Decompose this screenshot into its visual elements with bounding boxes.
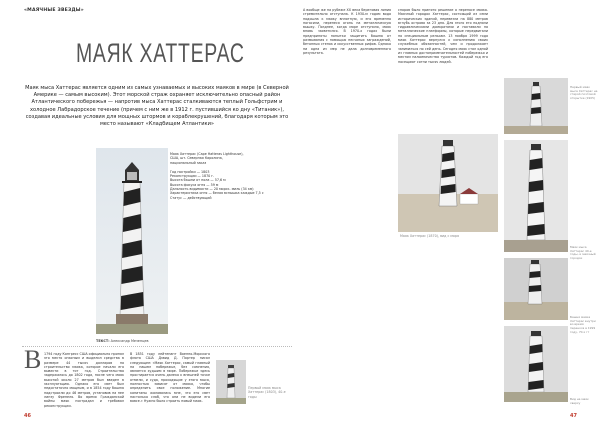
- small-photo-lower: [216, 360, 246, 404]
- caption-right-1: Первый маяк мыса Хаттерас на старой почтовой открытке (1905): [570, 85, 598, 101]
- infobox-place: США, шт. Северная Каролина,: [170, 156, 223, 161]
- caption-photo-mid: Маяк Хаттерас (1870), вид с моря: [400, 234, 459, 238]
- infobox-row: Реконструкции — 1870 г.: [170, 174, 215, 179]
- body-column-4-lower: [398, 242, 488, 412]
- infobox-row: Характеристика огня — белая вспышка каждые 7,5 с: [170, 191, 264, 196]
- right-photo-4: [504, 326, 568, 402]
- infobox: [170, 152, 290, 200]
- infobox-row: Дальность видимости — 20 морск. миль (34 км): [170, 187, 254, 192]
- body-column-1: 1794 году Конгресс США официально принял это место опасным и выделил средства в размере 44 тысяч долларов на строительство маяка, которое начали его вывести в тот год. Строительство задержалось до 1802 года, после чего маяк высотой около 27 метров был введен в эксплуатацию. Однако его свет был недостаточно мощным, и в 1854 году башню надстроили до 46 метров, установив на нее линзу Френеля. Во время Гражданской войны маяк пострадал и требовал реконструкции.: [44, 352, 124, 408]
- right-photo-1: [504, 78, 568, 134]
- page-number-left: 46: [24, 413, 31, 419]
- infobox-name: Маяк Хаттерас (Cape Hatteras Lighthouse),: [170, 152, 244, 156]
- page-title: МАЯК ХАТТЕРАС: [76, 38, 245, 68]
- body-column-4: споров было принято решение о переносе маяка. Маячный городок Хаттерас, состоящий из семи исторических зданий, перевезли на 880 метров вглубь острова за 23 дня. Для этого его подняли гидравлическими домкратами и поставили на металлические платформы, которые передвигали по специальным рельсам. 13 ноября 1999 года маяк Хаттерас вернулся к исполнению своих служебных обязанностей, чем и продолжает заниматься по сей день. Сегодня маяк стал одной из главных достопримечательностей побережья и местом паломничества туристов. Каждый год его посещают сотни тысяч людей.: [398, 8, 488, 64]
- drop-cap: В: [24, 345, 42, 374]
- body-column-3: А вообще же на рубеже XX века береговая линия стремительно отступала. К 1930-м годам вода подошла к маяку вплотную, и его временно погасили, перенеся огонь на металлическую вышку. Позднее, когда море отступило, маяк вновь засветился. В 1970-х годах были предприняты попытки защитить башню от размывания с помощью песчаных заграждений, бетонных стенок и искусственных рифов. Однако ни одна из мер не дала долговременного результата.: [303, 8, 391, 55]
- credit-author: Александр Мезенцев: [110, 339, 149, 343]
- infobox-row: Высота башни от пола — 57,6 м: [170, 178, 226, 183]
- page-number-right: 47: [570, 413, 577, 419]
- credit-label: ТЕКСТ:: [96, 339, 110, 343]
- body-column-2: В 1851 году лейтенант Военно-Морского флота США Дэвид Д. Портер писал следующее: «Маяк Хаттерас, самый главный на нашем побережье, без сомнения, является худшим в мире. Побережье здесь простирается очень далеко к внешней точке отмели, и суда, проходящие у этого мыса, полностью зависят от маяка, чтобы определить свое положение. Многие капитаны жаловались мне, что его свет настолько слаб, что они не видели его вовсе.» Нужно было строить новый маяк.: [130, 352, 210, 404]
- caption-right-3: Башня маяка Хаттерас внутри во время переноса в 1999 году, 70-х гг: [570, 315, 596, 334]
- photo-mid: [398, 134, 498, 232]
- infobox-row: Высота фокуса огня — 59 м: [170, 182, 219, 187]
- right-photo-2: [504, 140, 568, 252]
- text-credit: [96, 339, 149, 343]
- infobox-row: Год постройки — 1803: [170, 169, 210, 174]
- right-photo-3: [504, 258, 568, 320]
- lead-paragraph: Маяк мыса Хаттерас является одним из самых узнаваемых и высоких маяков в мире (в Северной Америке — самым высоким). Этот морской страж охраняет исключительно опасный район Атлантического побережья — напротив мыса Хаттерас сталкиваются теплый Гольфстрим и холодное Лабрадорское течение (причем с ним же в 1912 г. пустившийся ко дну «Титаник»), создавая идеальные условия для мощных штормов и кораблекрушений, благодаря которым это место называют «Кладбищем Атлантики»: [25, 85, 289, 128]
- caption-right-2: Маяк мыса Хаттерас 40-е годы, и маячный городок: [570, 245, 596, 261]
- hero-photo: [96, 148, 168, 334]
- rubric: «МАЯЧНЫЕ ЗВЕЗДЫ»: [24, 8, 84, 13]
- caption-right-4: Вид на маяк сверху: [570, 397, 589, 405]
- infobox-place: национальный заказ: [170, 160, 207, 165]
- infobox-row: Статус — действующий: [170, 195, 212, 200]
- caption-photo-lower: Первый маяк мыса Хаттерас (1803), 40-е годы: [248, 386, 286, 399]
